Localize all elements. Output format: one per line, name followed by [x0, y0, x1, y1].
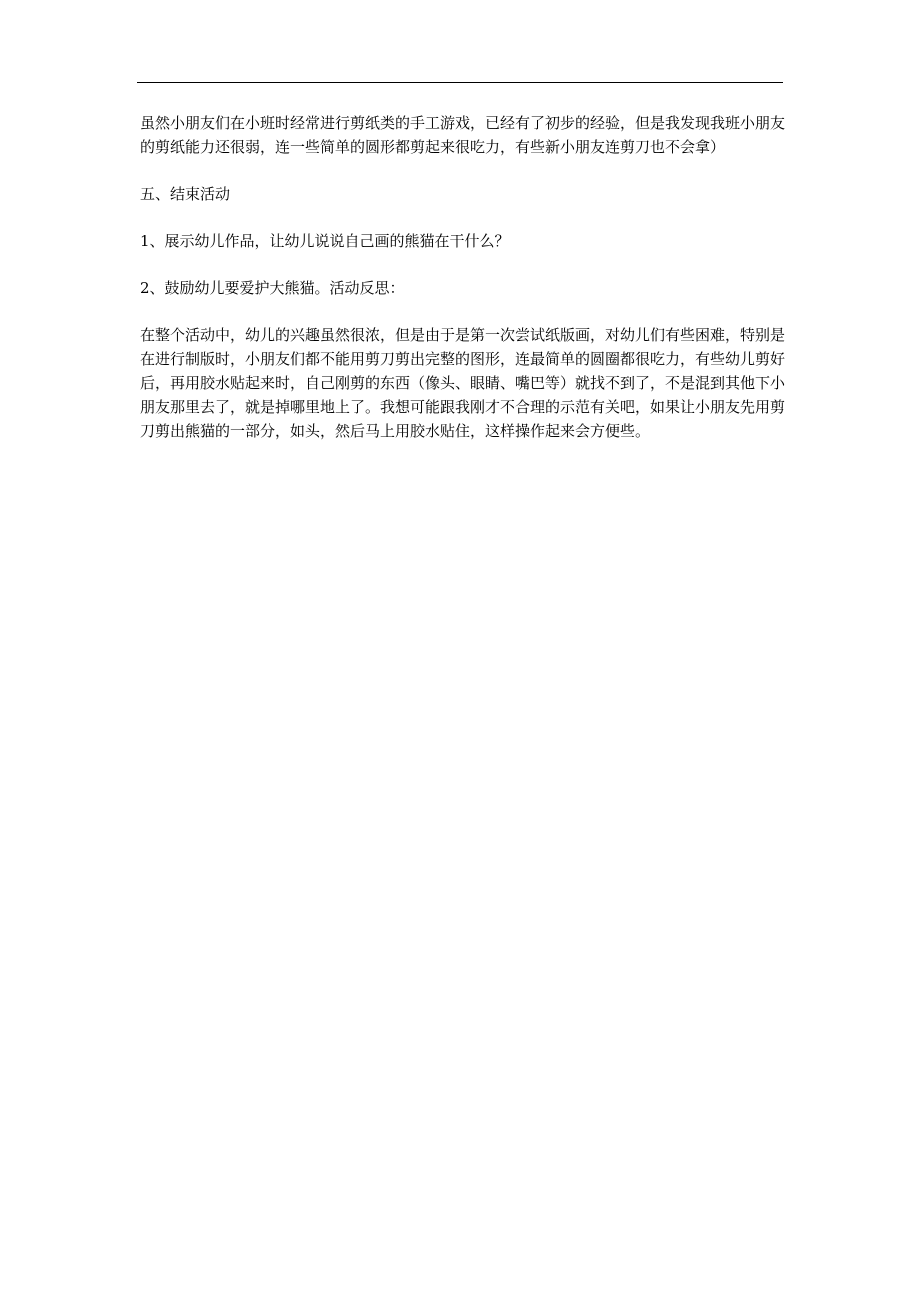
paragraph-intro-reflection: 虽然小朋友们在小班时经常进行剪纸类的手工游戏，已经有了初步的经验，但是我发现我班小朋友的剪纸能力还很弱，连一些简单的圆形都剪起来很吃力，有些新小朋友连剪刀也不会拿）: [140, 114, 786, 156]
document-body: [140, 111, 785, 466]
header-rule: [137, 82, 783, 83]
list-item-2: 2、鼓励幼儿要爱护大熊猫。活动反思：: [140, 279, 405, 297]
list-item-1: 1、展示幼儿作品，让幼儿说说自己画的熊猫在干什么？: [140, 232, 510, 250]
section-heading-end-activity: 五、结束活动: [140, 185, 231, 203]
paragraph-activity-reflection: 在整个活动中，幼儿的兴趣虽然很浓，但是由于是第一次尝试纸版画，对幼儿们有些困难，特别是在进行制版时，小朋友们都不能用剪刀剪出完整的图形，连最简单的圆圈都很吃力，有些幼儿剪好后，再用胶水贴起来时，自己刚剪的东西（像头、眼睛、嘴巴等）就找不到了，不是混到其他下小朋友那里去了，就是掉哪里地上了。我想可能跟我刚才不合理的示范有关吧，如果让小朋友先用剪刀剪出熊猫的一部分，如头，然后马上用胶水贴住，这样操作起来会方便些。: [140, 326, 786, 440]
